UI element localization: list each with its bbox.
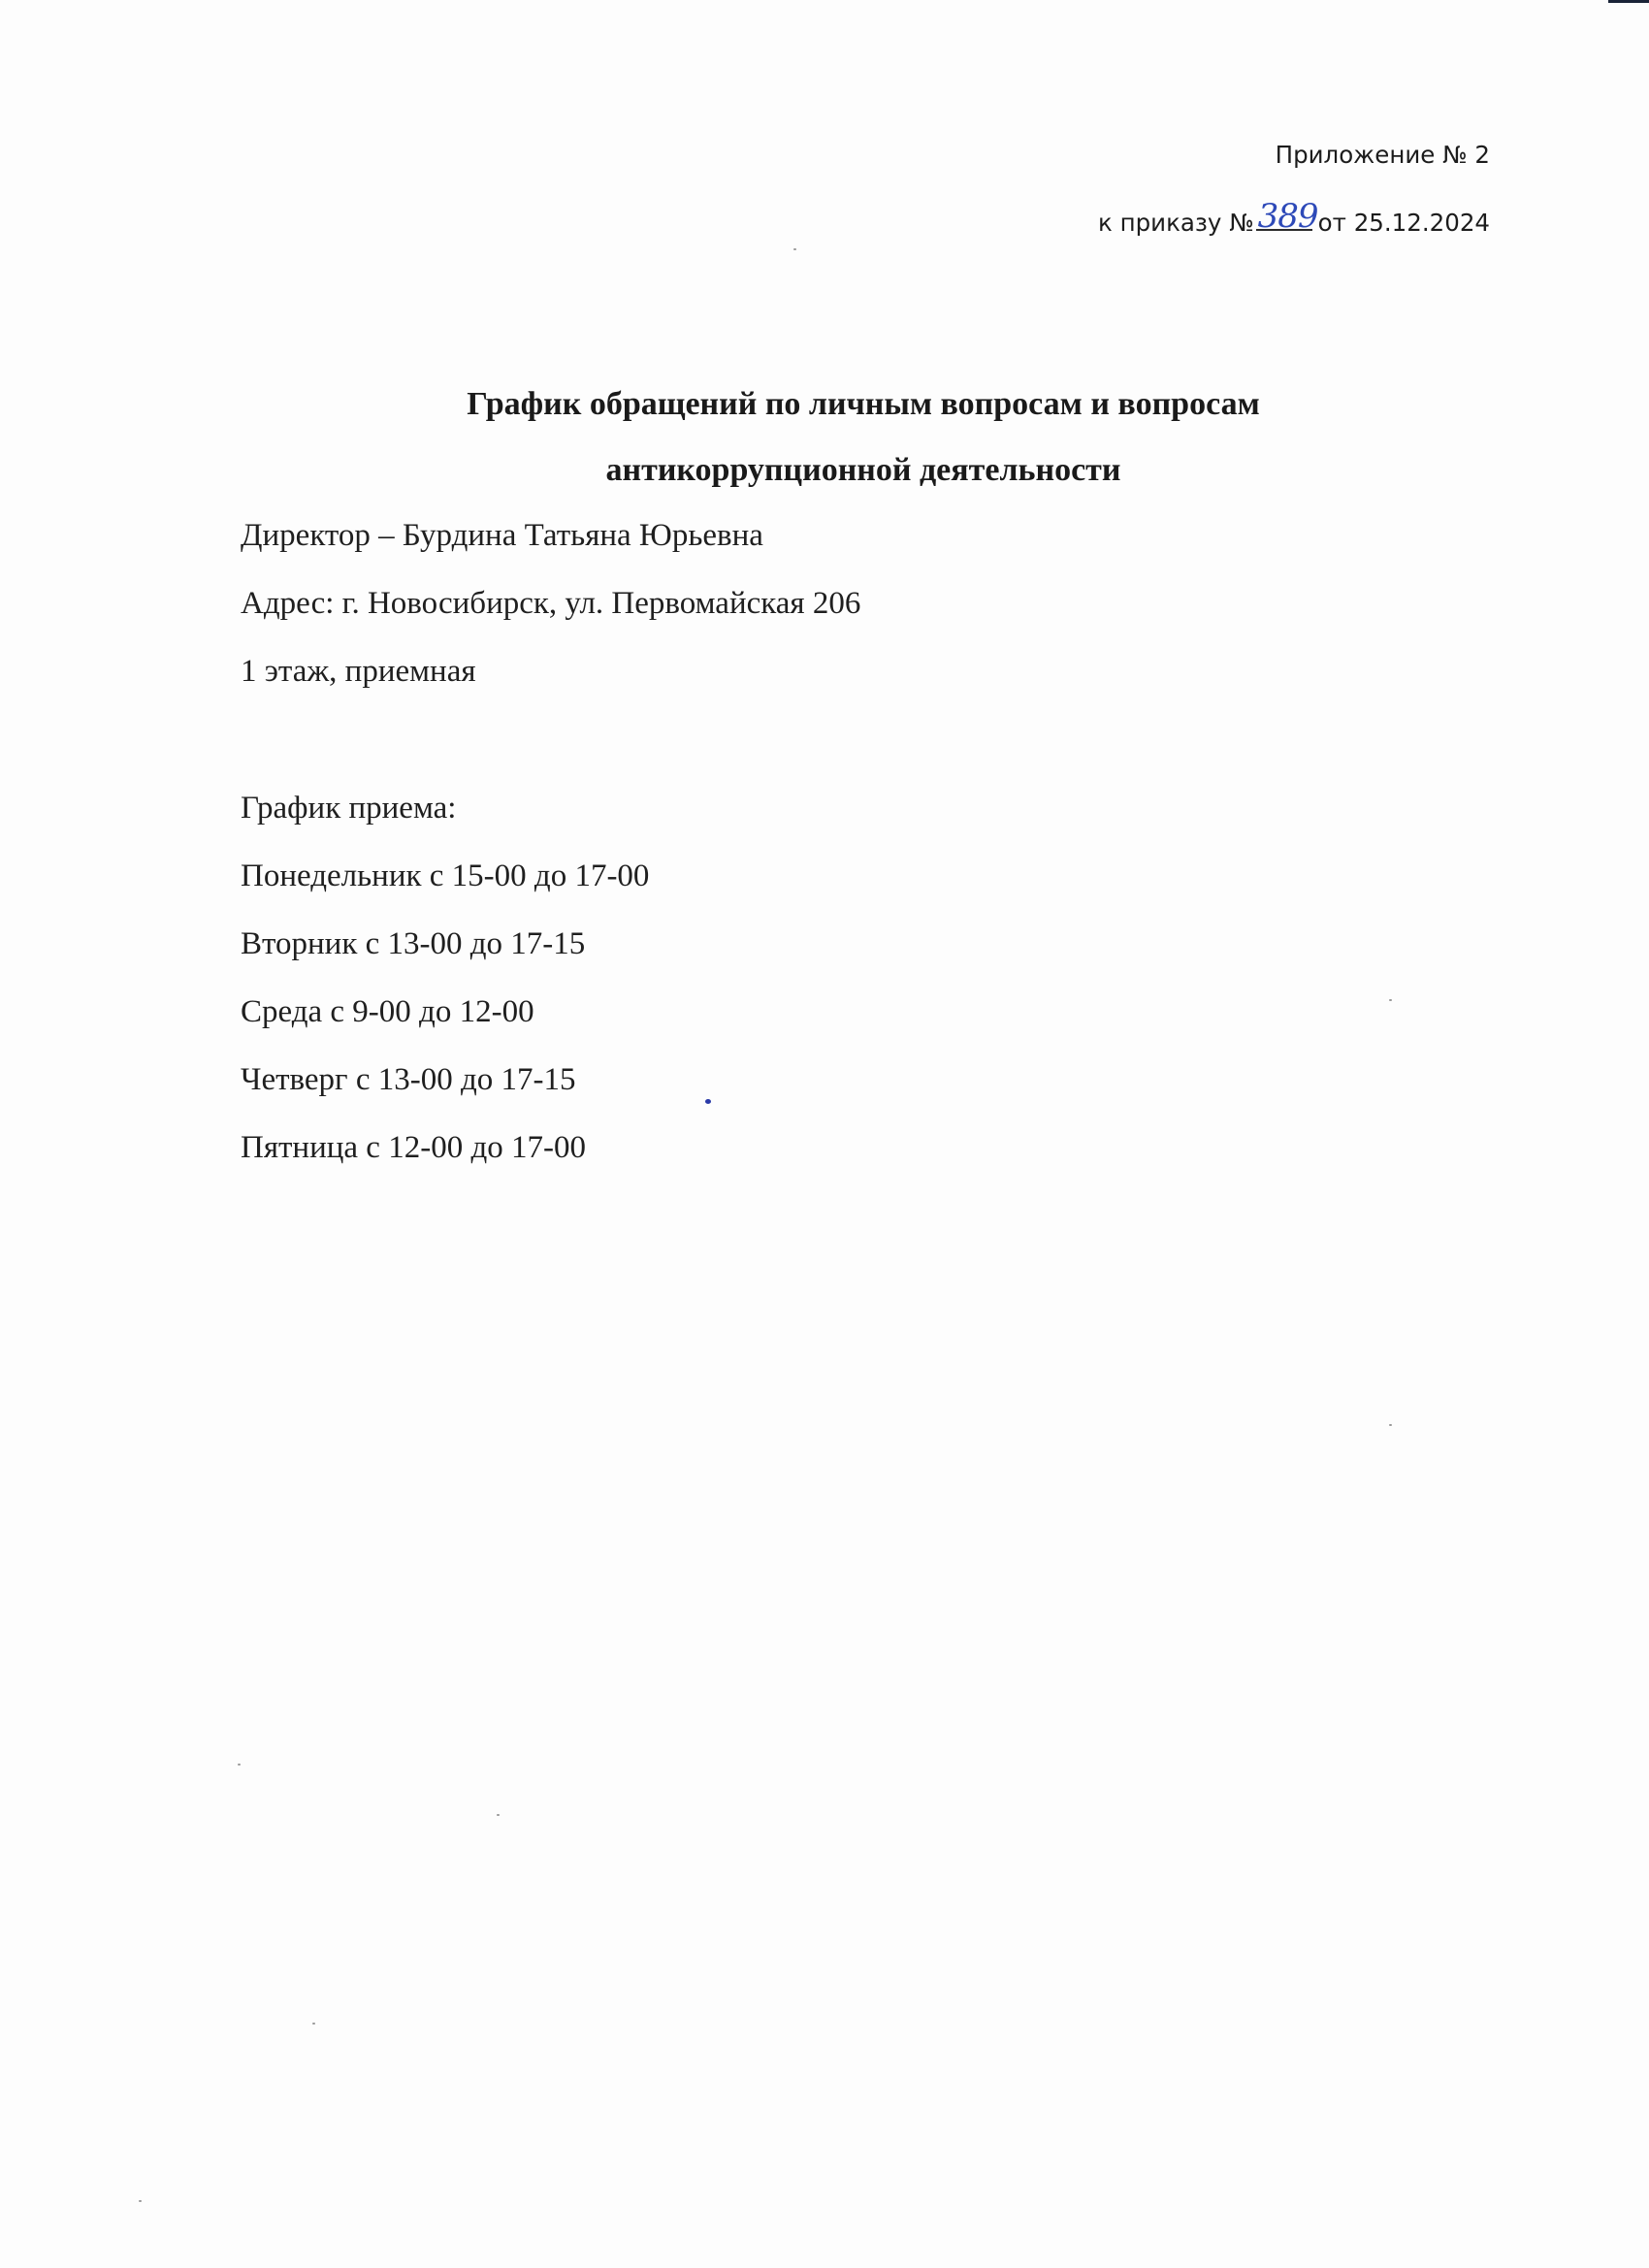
order-number-handwritten: 389 xyxy=(1257,197,1318,236)
schedule-tuesday: Вторник с 13-00 до 17-15 xyxy=(241,926,586,961)
scan-speck xyxy=(793,248,796,250)
floor-line: 1 этаж, приемная xyxy=(241,654,476,689)
schedule-friday: Пятница с 12-00 до 17-00 xyxy=(241,1130,586,1165)
scan-corner-mark xyxy=(1608,0,1649,3)
schedule-monday: Понедельник с 15-00 до 17-00 xyxy=(241,859,650,893)
schedule-heading: График приема: xyxy=(241,791,457,826)
appendix-header xyxy=(1098,136,1490,239)
appendix-label: Приложение № 2 xyxy=(1275,141,1490,169)
scan-speck xyxy=(238,1764,241,1766)
document-title-line-2: антикоррупционной деятельности xyxy=(605,452,1121,488)
address-line: Адрес: г. Новосибирск, ул. Первомайская 206 xyxy=(241,586,861,621)
ink-dot-mark xyxy=(705,1099,711,1104)
order-number-field xyxy=(1256,197,1318,236)
order-prefix: к приказу № xyxy=(1097,209,1254,237)
schedule-wednesday: Среда с 9-00 до 12-00 xyxy=(241,994,534,1029)
director-line: Директор – Бурдина Татьяна Юрьевна xyxy=(241,518,763,553)
scan-speck xyxy=(1389,1424,1392,1426)
scan-speck xyxy=(1389,999,1392,1001)
scan-speck xyxy=(497,1814,500,1816)
scan-speck xyxy=(312,2023,315,2025)
order-reference xyxy=(1097,197,1490,239)
order-date: от 25.12.2024 xyxy=(1317,209,1490,237)
document-title-line-1: График обращений по личным вопросам и вопросам xyxy=(467,386,1260,422)
scan-speck xyxy=(139,2200,142,2202)
schedule-thursday: Четверг с 13-00 до 17-15 xyxy=(241,1062,576,1097)
